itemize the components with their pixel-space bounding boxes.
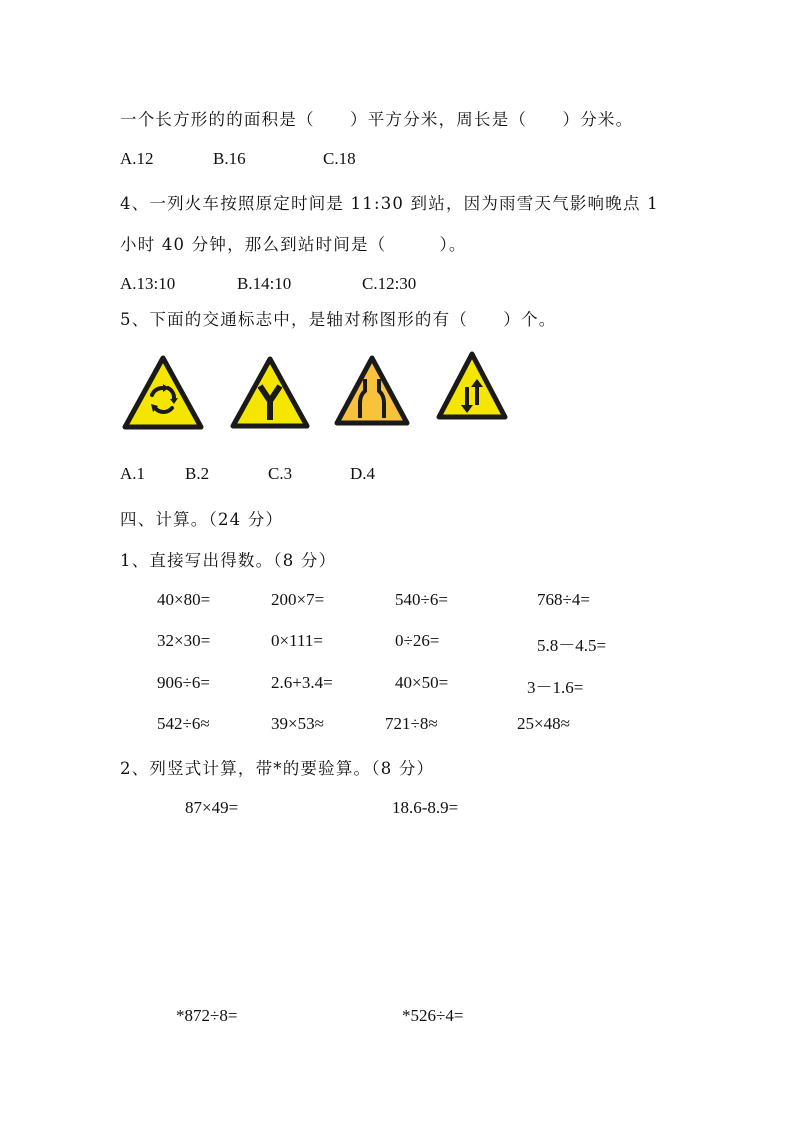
calc-item: 3－1.6= bbox=[527, 678, 584, 697]
road-narrows-sign-icon bbox=[334, 355, 410, 427]
sub2-title: 2、列竖式计算，带*的要验算。（8 分） bbox=[120, 759, 435, 778]
calc-item: 25×48≈ bbox=[517, 714, 570, 733]
q5-option-a: A.1 bbox=[120, 464, 146, 483]
calc-item: 39×53≈ bbox=[271, 714, 324, 733]
calc-item: 0×111= bbox=[271, 631, 323, 650]
q3-option-a: A.12 bbox=[120, 149, 154, 168]
q3-option-b: B.16 bbox=[213, 149, 246, 168]
vertical-calc-item: *526÷4= bbox=[402, 1006, 464, 1025]
q3-option-c: C.18 bbox=[323, 149, 356, 168]
q5-text: 5、下面的交通标志中，是轴对称图形的有（ ）个。 bbox=[120, 310, 557, 329]
q3-text: 一个长方形的的面积是（ ）平方分米，周长是（ ）分米。 bbox=[120, 110, 634, 129]
vertical-calc-item: *872÷8= bbox=[176, 1006, 238, 1025]
road-fork-sign-icon bbox=[230, 356, 310, 430]
q5-option-c: C.3 bbox=[268, 464, 293, 483]
two-way-traffic-sign-icon bbox=[436, 351, 508, 421]
calc-item: 540÷6= bbox=[395, 590, 448, 609]
vertical-calc-item: 18.6-8.9= bbox=[392, 798, 459, 817]
q4-option-c: C.12:30 bbox=[362, 274, 417, 293]
calc-item: 40×80= bbox=[157, 590, 211, 609]
q4-option-b: B.14:10 bbox=[237, 274, 292, 293]
calc-item: 5.8－4.5= bbox=[537, 636, 607, 655]
q4-line-2: 小时 40 分钟，那么到站时间是（ ）。 bbox=[120, 235, 467, 254]
q4-line-1: 4、一列火车按照原定时间是 11:30 到站，因为雨雪天气影响晚点 1 bbox=[120, 194, 659, 213]
q5-option-d: D.4 bbox=[350, 464, 376, 483]
q5-option-b: B.2 bbox=[185, 464, 210, 483]
roundabout-sign-icon bbox=[122, 355, 204, 431]
section-title: 四、计算。（24 分） bbox=[120, 510, 284, 529]
calc-item: 906÷6= bbox=[157, 673, 210, 692]
calc-item: 32×30= bbox=[157, 631, 211, 650]
vertical-calc-item: 87×49= bbox=[185, 798, 239, 817]
calc-item: 768÷4= bbox=[537, 590, 590, 609]
q4-option-a: A.13:10 bbox=[120, 274, 176, 293]
calc-item: 542÷6≈ bbox=[157, 714, 210, 733]
sub1-title: 1、直接写出得数。（8 分） bbox=[120, 551, 337, 570]
calc-item: 721÷8≈ bbox=[385, 714, 438, 733]
calc-item: 200×7= bbox=[271, 590, 325, 609]
calc-item: 0÷26= bbox=[395, 631, 440, 650]
calc-item: 40×50= bbox=[395, 673, 449, 692]
calc-item: 2.6+3.4= bbox=[271, 673, 333, 692]
